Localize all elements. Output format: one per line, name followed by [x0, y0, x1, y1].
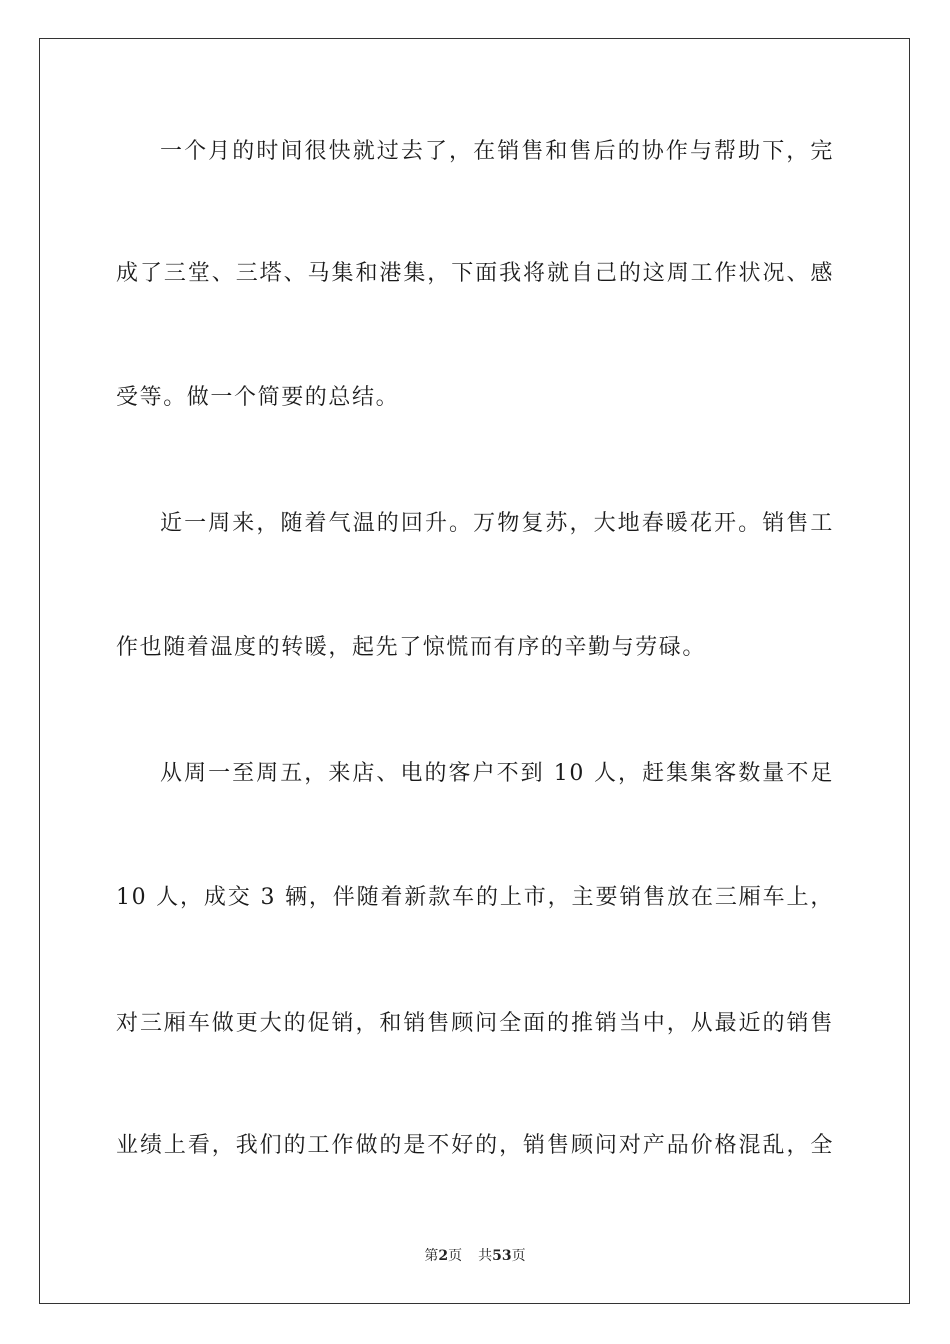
paragraph-3-line-1: 从周一至周五，来店、电的客户不到 10 人，赶集集客数量不足 — [160, 761, 834, 786]
paragraph-1-line-3: 受等。做一个简要的总结。 — [116, 385, 400, 410]
paragraph-3-line-3: 对三厢车做更大的促销，和销售顾问全面的推销当中，从最近的销售 — [116, 1011, 834, 1036]
paragraph-2-line-2: 作也随着温度的转暖，起先了惊慌而有序的辛勤与劳碌。 — [116, 635, 707, 660]
paragraph-3-line-2: 10 人，成交 3 辆，伴随着新款车的上市，主要销售放在三厢车上， — [116, 885, 834, 910]
page-border — [39, 38, 910, 1304]
footer-page-suffix: 页 — [448, 1248, 463, 1264]
paragraph-1-line-1: 一个月的时间很快就过去了，在销售和售后的协作与帮助下，完 — [160, 139, 834, 164]
footer-total-suffix: 页 — [511, 1248, 526, 1264]
paragraph-3-line-4: 业绩上看，我们的工作做的是不好的，销售顾问对产品价格混乱，全 — [116, 1133, 834, 1158]
paragraph-1-line-2: 成了三堂、三塔、马集和港集，下面我将就自己的这周工作状况、感 — [116, 261, 834, 286]
paragraph-2-line-1: 近一周来，随着气温的回升。万物复苏，大地春暖花开。销售工 — [160, 511, 834, 536]
page-footer — [0, 1247, 950, 1265]
footer-total-pages: 53 — [492, 1248, 512, 1264]
footer-total-prefix: 共 — [478, 1248, 493, 1264]
footer-page-number: 2 — [438, 1248, 449, 1264]
footer-page-prefix: 第 — [424, 1248, 439, 1264]
